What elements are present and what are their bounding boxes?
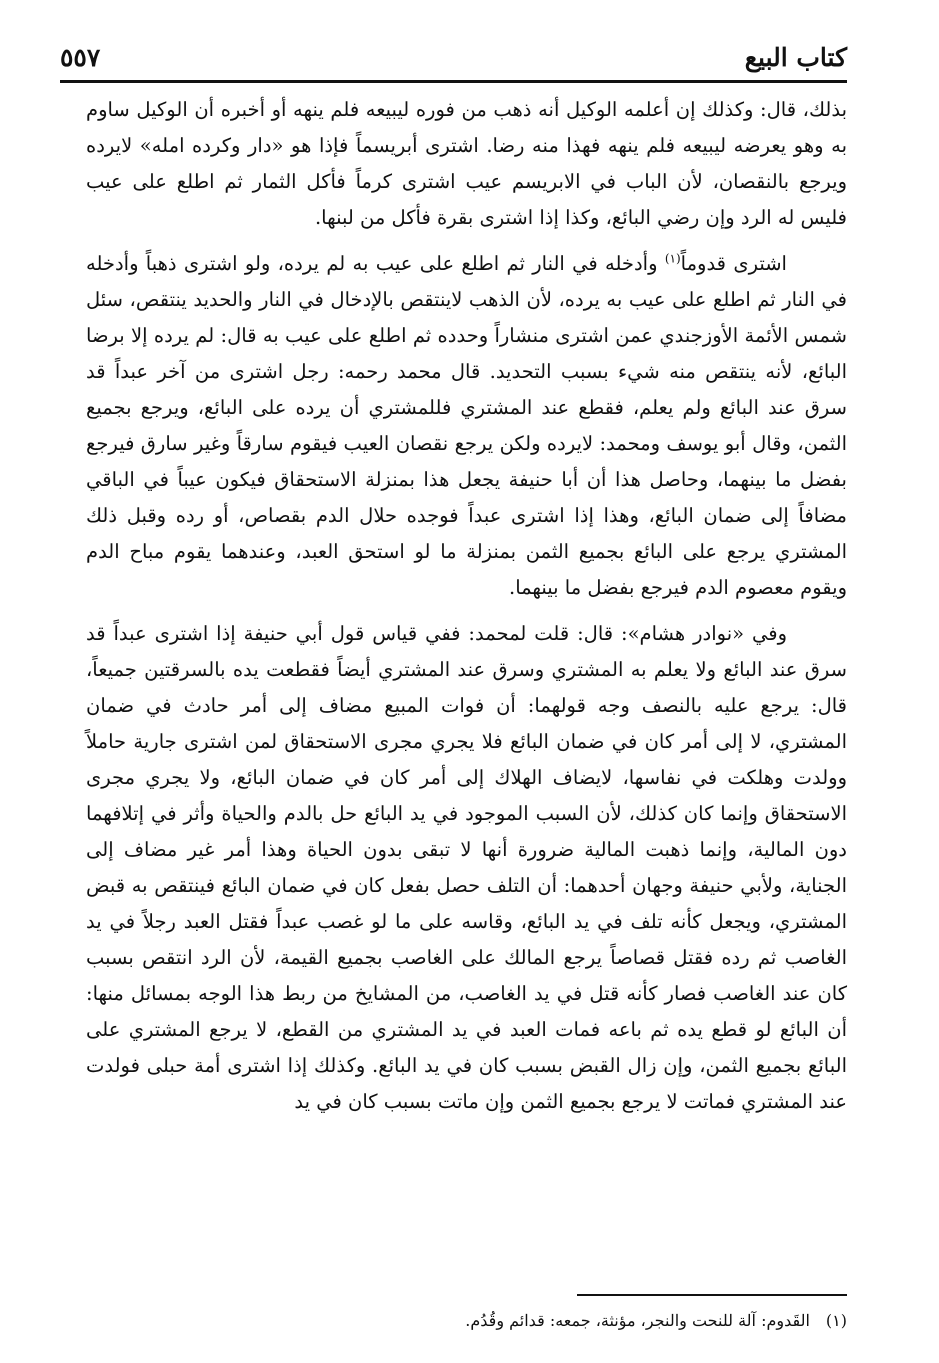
footnote-reference[interactable]: (١) [664, 251, 681, 266]
paragraph-2 [86, 246, 847, 606]
paragraph-2-text: وأدخله في النار ثم اطلع على عيب به لم يرده، ولو اشترى ذهباً وأدخله في النار ثم اطلع على عيب به يرده، لأن الذهب لاينتقص بالإدخال في النار والحديد ينتقص، سئل شمس الأئمة الأوزجندي عمن اشترى منشاراً وحدده ثم اطلع على عيب به قال: لم يرده إلا برضا البائع، لأنه ينتقص منه شيء بسبب التحديد. قال محمد رحمه: رجل اشترى من آخر عبداً قد سرق عند البائع ولم يعلم، فقطع عند المشتري فللمشتري أن يرده على البائع، ويرجع بجميع الثمن، وقال أبو يوسف ومحمد: لايرده ولكن يرجع نقصان العيب فيقوم سارقاً وغير سارق فيرجع بفضل ما بينهما، وحاصل هذا أن أبا حنيفة يجعل هذا بمنزلة الاستحقاق فيكون عيباً في الباقي مضافاً إلى ضمان البائع، وهذا إذا اشترى عبداً فوجده حلال الدم بقصاص، أو رده وقبل ذلك المشتري يرجع على البائع بجميع الثمن بمنزلة ما لو استحق العبد، وعندهما يقوم مباح الدم ويقوم معصوم الدم فيرجع بفضل ما بينهما. [86, 252, 847, 599]
footnote-rule [577, 1294, 847, 1296]
paragraph-1-text: بذلك، قال: وكذلك إن أعلمه الوكيل أنه ذهب من فوره ليبيعه فلم ينهه أو أخبره أن الوكيل ساوم به وهو يعرضه ليبيعه فلم ينهه فهذا منه رضا. اشترى أبريسماً فإذا هو «دار وكرده امله» لايرده ويرجع بالنقصان، لأن الباب في الابريسم عيب اشترى كرماً فأكل الثمار ثم اطلع على عيب فليس له الرد وإن رضي البائع، وكذا إذا اشترى بقرة فأكل من لبنها. [86, 98, 847, 229]
page-number: ٥٥٧ [60, 43, 101, 72]
body-text [86, 92, 847, 1130]
paragraph-3-text: وفي «نوادر هشام»: قال: قلت لمحمد: ففي قياس قول أبي حنيفة إذا اشترى عبداً قد سرق عند البائع ولا يعلم به المشتري وسرق عند المشتري أيضاً فقطعت يده بالسرقتين جميعاً، قال: يرجع عليه بالنصف وجه قولهما: أن فوات المبيع مضاف إلى أمر حادث في ضمان المشتري، لا إلى أمر كان في ضمان البائع فلا يجري مجرى الاستحقاق لمن اشترى جارية حاملاً وولدت وهلكت في نفاسها، لايضاف الهلاك إلى أمر كان في ضمان البائع، ولا يجري مجرى الاستحقاق وإنما كان كذلك، لأن السبب الموجود في يد البائع حل بالدم والحياة وأثر في إتلافهما دون المالية، وإنما ذهبت المالية ضرورة أنها لا تبقى بدون الحياة وهذا أمر غير مضاف إلى الجناية، ولأبي حنيفة وجهان أحدهما: أن التلف حصل بفعل كان في ضمان البائع فينتقص به قبض المشتري، ويجعل كأنه تلف في يد البائع، وقاسه على ما لو غصب عبداً فقتل العبد رجلاً في يد الغاصب ثم رده فقتل قصاصاً يرجع المالك على الغاصب بجميع القيمة، لأن الرد انتقص بسبب كان عند الغاصب فصار كأنه قتل في يد الغاصب، من المشايخ من ربط هذا الوجه بمسائل منها: أن البائع لو قطع يده ثم باعه فمات العبد في يد المشتري من القطع، لا يرجع المشتري على البائع بجميع الثمن، وإن زال القبض بسبب كان في يد البائع. وكذلك إذا اشترى أمة حبلى فولدت عند المشتري فماتت لا يرجع بجميع الثمن وإن ماتت بسبب كان في يد [86, 622, 847, 1113]
page-header [60, 26, 847, 72]
book-title: كتاب البيع [744, 43, 847, 72]
paragraph-2-lead: اشترى قدوماً [680, 252, 787, 275]
paragraph-1 [86, 92, 847, 236]
footnote [86, 1308, 847, 1334]
footnote-number: (١) [825, 1311, 847, 1330]
footnote-text: القَدوم: آلة للنحت والنجر، مؤنثة، جمعه: قدائم وقُدُم. [465, 1311, 810, 1330]
header-rule [60, 80, 847, 83]
paragraph-3 [86, 616, 847, 1120]
